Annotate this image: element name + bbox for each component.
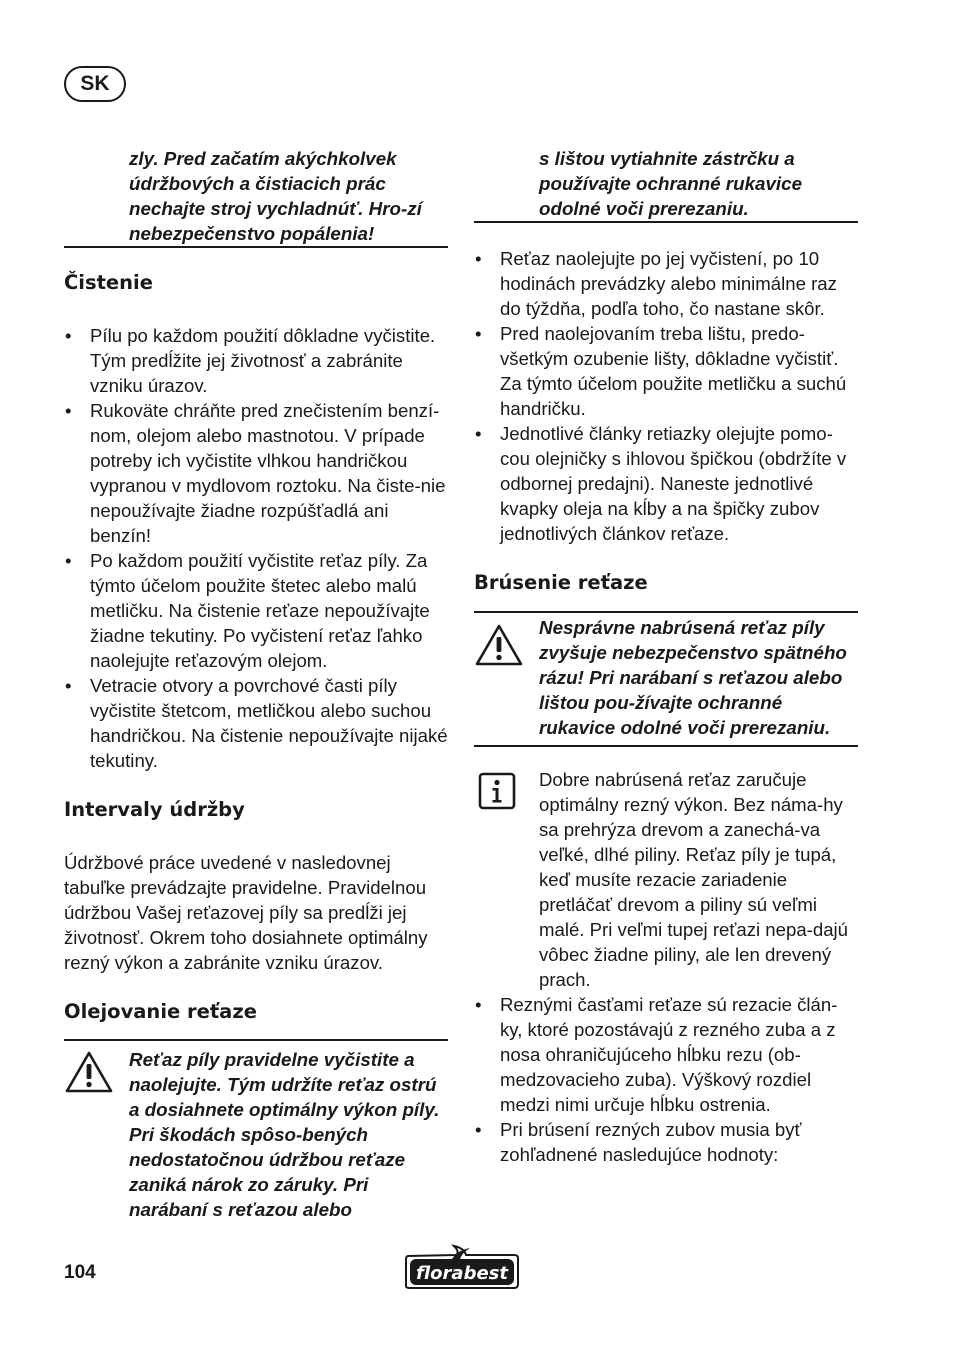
intervals-heading: Intervaly údržby <box>64 798 245 821</box>
warning-continuation-text: s lištou vytiahnite zástrčku a používajte ochranné rukavice odolné voči prerezaniu. <box>539 148 803 219</box>
page-number: 104 <box>64 1262 96 1283</box>
right-column <box>474 146 858 1167</box>
divider <box>474 611 858 613</box>
list-item: • Pílu po každom použití dôkladne vyčistite. Tým predĺžite jej životnosť a zabránite vzniku úrazov. <box>64 323 448 398</box>
list-item: • Reznými časťami reťaze sú rezacie člán-ky, ktoré pozostávajú z rezného zuba a z nosa ohraničujúceho hĺbku rezu (ob-medzovacieho zuba). Výškový rozdiel medzi nimi určuje hĺbku ostrenia. <box>474 992 858 1117</box>
list-item: • Jednotlivé články retiazky olejujte pomo-cou olejničky s ihlovou špičkou (obdržíte v odbornej predajni). Naneste jednotlivé kvapky oleja na kĺby a na špičky zubov jednotlivých článkov reťaze. <box>474 421 858 546</box>
language-badge: SK <box>64 66 126 102</box>
warning-triangle-icon <box>474 623 524 667</box>
list-item: • Po každom použití vyčistite reťaz píly. Za týmto účelom použite štetec alebo malú metličku. Na čistenie reťaze nepoužívajte žiadne tekutiny. Po vyčistení reťaz ľahko naolejujte reťazovým olejom. <box>64 548 448 673</box>
sharpening-list <box>474 992 858 1167</box>
cleaning-heading: Čistenie <box>64 271 153 294</box>
florabest-logo <box>404 1244 520 1290</box>
info-icon <box>474 771 520 811</box>
oiling-warning-block <box>64 1047 448 1222</box>
cleaning-list <box>64 323 448 773</box>
divider <box>64 246 448 248</box>
oiling-list <box>474 246 858 546</box>
divider <box>64 1039 448 1041</box>
sharpening-heading: Brúsenie reťaze <box>474 571 648 594</box>
warning-continuation-text: zly. Pred začatím akýchkolvek údržbových a čistiacich prác nechajte stroj vychladnúť. Hro-zí nebezpečenstvo popálenia! <box>129 148 422 244</box>
list-item: • Rukoväte chráňte pred znečistením benzí-nom, olejom alebo mastnotou. V prípade potreby ich vyčistite vlhkou handričkou vypranou v mydlovom roztoku. Na čiste-nie nepoužívajte žiadne rozpúšťadlá ani benzín! <box>64 398 448 548</box>
oiling-heading: Olejovanie reťaze <box>64 1000 257 1023</box>
sharpening-info-block <box>474 767 858 992</box>
sharpening-info-text: Dobre nabrúsená reťaz zaručuje optimálny rezný výkon. Bez náma-hy sa prehrýza drevom a zanechá-va veľké, dlhé piliny. Reťaz píly je tupá, keď musíte rezacie zariadenie pretláčať drevom a piliny sú veľmi malé. Pri veľmi tupej reťazi nepa-dajú vôbec žiadne piliny, ale len drevený prach. <box>539 769 849 990</box>
oiling-warning-text: Reťaz píly pravidelne vyčistite a naolejujte. Tým udržíte reťaz ostrú a dosiahnete optimálny výkon píly. Pri škodách spôso-bených nedostatočnou údržbou reťaze zaniká nárok zo záruky. Pri narábaní s reťazou alebo <box>129 1049 440 1220</box>
sharpening-warning-text: Nesprávne nabrúsená reťaz píly zvyšuje nebezpečenstvo spätného rázu! Pri narábaní s reťazou alebo lištou pou-žívajte ochranné rukavice odolné voči prerezaniu. <box>539 617 847 738</box>
warning-triangle-icon <box>64 1050 114 1094</box>
svg-text:florabest: florabest <box>416 1263 508 1284</box>
list-item: • Pri brúsení rezných zubov musia byť zohľadnené nasledujúce hodnoty: <box>474 1117 858 1167</box>
divider <box>474 745 858 747</box>
intervals-text: Údržbové práce uvedené v nasledovnej tabuľke prevádzajte pravidelne. Pravidelnou údržbou Vašej reťazovej píly sa predĺži jej životnosť. Okrem toho dosiahnete optimálny rezný výkon a zabránite vzniku úrazov. <box>64 852 428 973</box>
left-column <box>64 146 448 1222</box>
divider <box>474 221 858 223</box>
list-item: • Vetracie otvory a povrchové časti píly vyčistite štetcom, metličkou alebo suchou handričkou. Na čistenie nepoužívajte nijaké tekutiny. <box>64 673 448 773</box>
list-item: • Reťaz naolejujte po jej vyčistení, po 10 hodinách prevádzky alebo minimálne raz do týždňa, podľa toho, čo nastane skôr. <box>474 246 858 321</box>
sharpening-warning-block <box>474 615 858 740</box>
list-item: • Pred naolejovaním treba lištu, predo-všetkým ozubenie lišty, dôkladne vyčistiť. Za týmto účelom použite metličku a suchú handričku. <box>474 321 858 421</box>
